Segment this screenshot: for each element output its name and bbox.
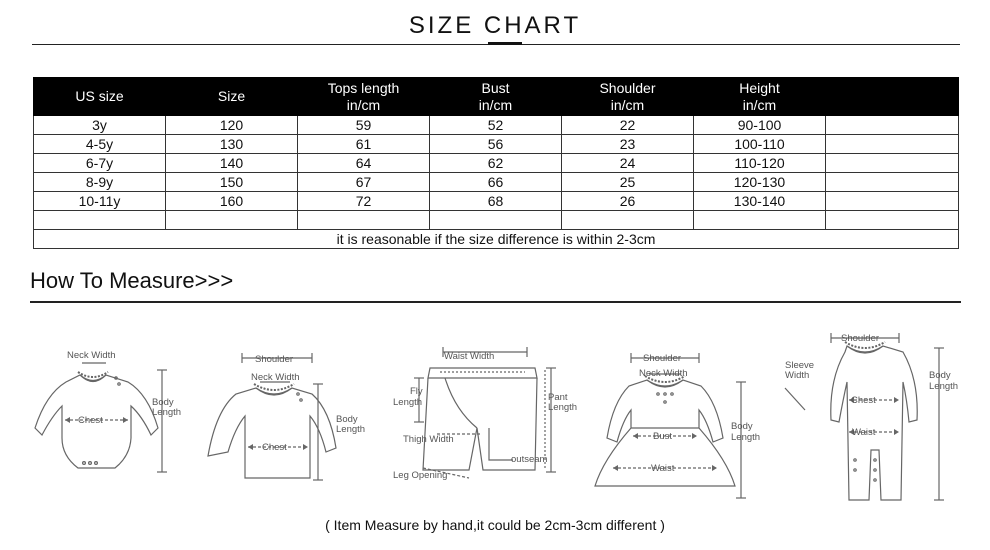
table-cell: 52 (430, 116, 562, 135)
pants-fly-label: Fly (410, 386, 423, 397)
table-cell (826, 173, 959, 192)
table-cell: 150 (166, 173, 298, 192)
romper-body-label: Body (929, 370, 951, 381)
title-accent-bar (488, 42, 522, 45)
pants-fly-length-label: Length (393, 397, 423, 408)
dress-diagram (585, 310, 775, 510)
shirt-length-label: Length (336, 424, 366, 435)
bodysuit-body-label: Body (152, 397, 174, 408)
table-cell: 6-7y (34, 154, 166, 173)
header-empty (826, 78, 959, 116)
table-row (34, 154, 959, 173)
romper-chest-label: Chest (851, 395, 876, 406)
header-tops-length: Tops length in/cm (298, 78, 430, 116)
table-cell (34, 211, 166, 230)
table-cell (298, 211, 430, 230)
table-row (34, 192, 959, 211)
section-divider (30, 301, 961, 303)
pants-outseam-label: outseam (511, 454, 548, 465)
table-cell: 90-100 (694, 116, 826, 135)
pants-leg-label: Leg Opening (393, 470, 448, 481)
table-cell: 110-120 (694, 154, 826, 173)
romper-sleeve-label: Sleeve (785, 360, 815, 371)
table-cell (430, 211, 562, 230)
table-cell (826, 116, 959, 135)
table-cell: 100-110 (694, 135, 826, 154)
table-cell: 64 (298, 154, 430, 173)
size-tolerance-note: it is reasonable if the size difference is within 2-3cm (34, 230, 959, 249)
pants-diagram (385, 310, 585, 500)
table-cell: 120 (166, 116, 298, 135)
romper-waist-label: Waist (852, 427, 876, 438)
table-cell: 10-11y (34, 192, 166, 211)
pants-pant-length-label: Length (548, 402, 578, 413)
table-cell (826, 211, 959, 230)
dress-neck-label: Neck Width (639, 368, 688, 379)
table-cell: 68 (430, 192, 562, 211)
table-cell: 26 (562, 192, 694, 211)
dress-body-label: Body (731, 421, 753, 432)
romper-shoulder-label: Shoulder (841, 333, 880, 344)
table-row (34, 116, 959, 135)
table-cell (562, 211, 694, 230)
measure-diagrams (0, 310, 990, 510)
table-cell: 130-140 (694, 192, 826, 211)
table-cell: 140 (166, 154, 298, 173)
bodysuit-neck-label: Neck Width (67, 350, 116, 361)
table-row (34, 173, 959, 192)
pants-pant-label: Pant (548, 392, 568, 403)
bodysuit-diagram (20, 310, 195, 500)
shirt-chest-label: Chest (262, 442, 287, 453)
measure-footnote: ( Item Measure by hand,it could be 2cm-3cm different ) (325, 517, 665, 533)
table-cell: 24 (562, 154, 694, 173)
table-cell: 22 (562, 116, 694, 135)
table-cell: 120-130 (694, 173, 826, 192)
table-cell: 67 (298, 173, 430, 192)
dress-waist-label: Waist (651, 463, 675, 474)
header-height: Height in/cm (694, 78, 826, 116)
table-row (34, 135, 959, 154)
size-table (33, 77, 959, 249)
table-note-row (34, 230, 959, 249)
size-chart-header (0, 0, 990, 50)
table-header-row (34, 78, 959, 116)
table-cell (826, 135, 959, 154)
table-cell: 130 (166, 135, 298, 154)
shirt-neck-label: Neck Width (251, 372, 300, 383)
table-cell (166, 211, 298, 230)
table-cell: 72 (298, 192, 430, 211)
table-cell: 8-9y (34, 173, 166, 192)
dress-shoulder-label: Shoulder (643, 353, 682, 364)
header-us-size: US size (34, 78, 166, 116)
dress-length-label: Length (731, 432, 761, 443)
table-cell (826, 192, 959, 211)
header-size: Size (166, 78, 298, 116)
dress-bust-label: Bust (653, 431, 673, 442)
romper-length-label: Length (929, 381, 959, 392)
pants-waist-label: Waist Width (444, 351, 495, 362)
table-cell (826, 154, 959, 173)
table-cell: 61 (298, 135, 430, 154)
table-cell: 160 (166, 192, 298, 211)
table-cell: 59 (298, 116, 430, 135)
table-cell: 25 (562, 173, 694, 192)
header-bust: Bust in/cm (430, 78, 562, 116)
table-cell: 62 (430, 154, 562, 173)
header-shoulder: Shoulder in/cm (562, 78, 694, 116)
shirt-diagram (200, 310, 380, 500)
shirt-body-label: Body (336, 414, 358, 425)
table-cell: 66 (430, 173, 562, 192)
table-cell: 23 (562, 135, 694, 154)
table-cell: 4-5y (34, 135, 166, 154)
table-cell: 56 (430, 135, 562, 154)
page-title: SIZE CHART (408, 12, 582, 39)
romper-diagram (775, 310, 975, 510)
pants-thigh-label: Thigh Width (403, 434, 454, 445)
bodysuit-length-label: Length (152, 407, 182, 418)
shirt-shoulder-label: Shoulder (255, 354, 294, 365)
table-row (34, 211, 959, 230)
how-to-measure-heading: How To Measure>>> (30, 268, 234, 293)
romper-sleeve-width-label: Width (785, 370, 810, 381)
bodysuit-chest-label: Chest (78, 415, 103, 426)
table-cell (694, 211, 826, 230)
table-cell: 3y (34, 116, 166, 135)
